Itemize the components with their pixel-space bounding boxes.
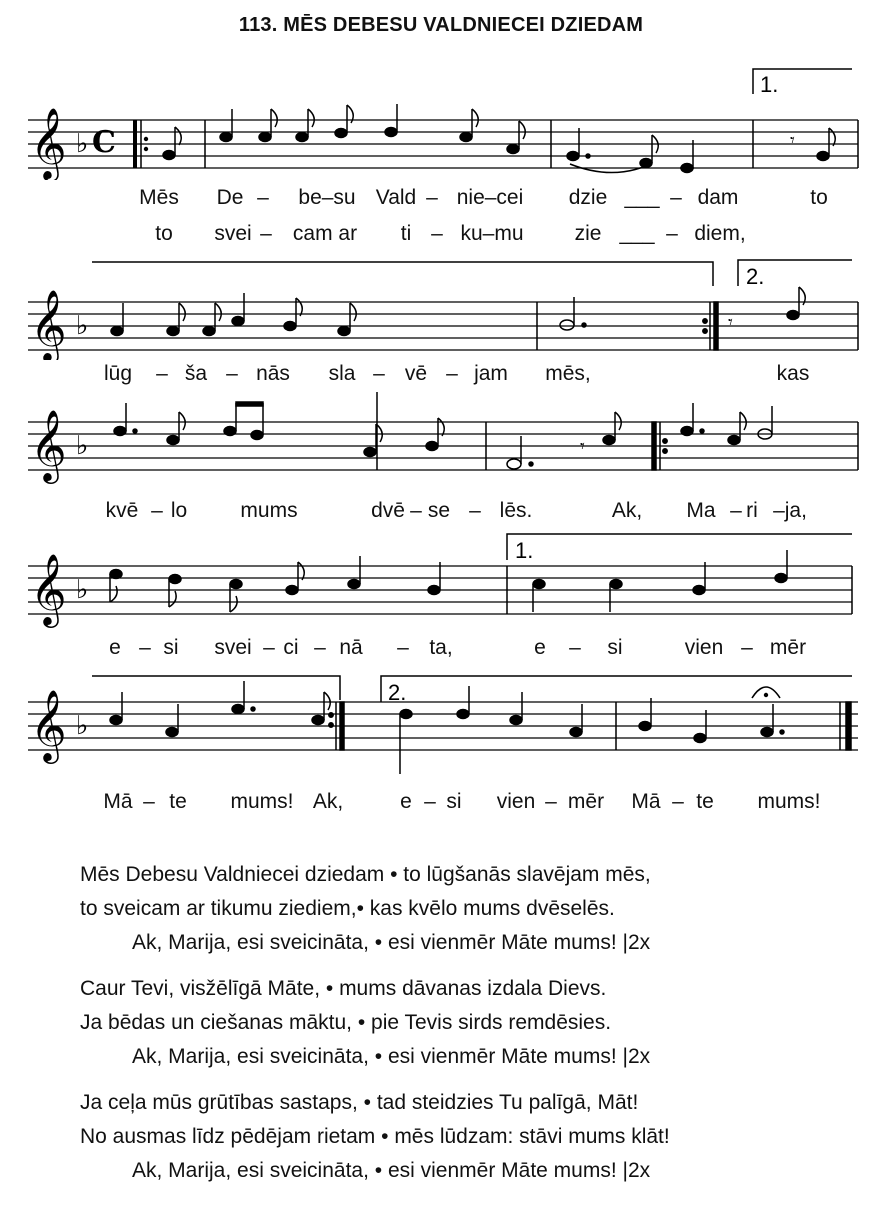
lyric-syllable: dzie	[568, 186, 608, 209]
lyric-syllable: De	[216, 186, 244, 209]
lyric-syllable: Ak,	[312, 790, 344, 813]
lyric-syllable: vē	[404, 362, 428, 385]
treble-clef-icon: 𝄞	[30, 106, 67, 179]
lyric-syllable: svei	[214, 222, 252, 245]
staff-system-4	[0, 530, 882, 640]
flat-icon: ♭	[76, 129, 89, 159]
lyric-syllable: ci	[283, 636, 299, 659]
lyric-syllable: nās	[256, 362, 290, 385]
lyric-hyphen: –	[424, 790, 436, 813]
lyric-hyphen: –	[431, 222, 443, 245]
verse-line: No ausmas līdz pēdējam rietam • mēs lūdzam: stāvi mums klāt!	[80, 1125, 670, 1148]
lyric-syllable: se	[427, 499, 451, 522]
lyric-syllable: ta,	[429, 636, 453, 659]
verse-line: Caur Tevi, visžēlīgā Māte, • mums dāvanas izdala Dievs.	[80, 977, 607, 1000]
lyric-hyphen: –	[672, 790, 684, 813]
lyric-hyphen: –	[263, 636, 275, 659]
lyric-syllable: Ma	[686, 499, 716, 522]
lyric-syllable: kvē	[105, 499, 139, 522]
lyric-syllable: ša	[184, 362, 208, 385]
lyric-syllable: –ja,	[773, 499, 807, 522]
lyric-syllable: te	[169, 790, 187, 813]
lyric-syllable: dvē	[371, 499, 405, 522]
stanza-3	[80, 1086, 840, 1188]
staff-2-graphic	[0, 250, 882, 360]
lyric-syllable: be–su	[298, 186, 356, 209]
volta-2-label: 2.	[388, 680, 407, 705]
verse-line: Ja bēdas un ciešanas māktu, • pie Tevis sirds remdēsies.	[80, 1011, 612, 1034]
lyric-hyphen: –	[257, 186, 269, 209]
flat-icon: ♭	[76, 431, 89, 461]
staff-system-2	[0, 250, 882, 360]
lyric-syllable: ku–mu	[460, 222, 524, 245]
lyric-syllable: Vald	[375, 186, 417, 209]
lyric-hyphen: –	[314, 636, 326, 659]
refrain-line: Ak, Marija, esi sveicināta, • esi vienmēr Māte mums! |2x	[132, 1045, 651, 1068]
lyric-hyphen: –	[666, 222, 678, 245]
lyric-syllable: mums!	[230, 790, 294, 813]
eighth-rest-icon: 𝄾	[580, 436, 585, 456]
lyric-syllable: jam	[474, 362, 508, 385]
stanza-1	[80, 858, 840, 960]
lyric-hyphen: –	[373, 362, 385, 385]
lyric-syllable: cam ar	[292, 222, 358, 245]
lyric-syllable: si	[607, 636, 623, 659]
lyric-hyphen: –	[260, 222, 272, 245]
lyric-syllable: mums!	[757, 790, 821, 813]
treble-clef-icon: 𝄞	[30, 288, 67, 360]
lyric-syllable: Mēs	[139, 186, 179, 209]
lyric-syllable: lēs.	[499, 499, 533, 522]
lyric-syllable: kas	[776, 362, 810, 385]
lyrics-system-2	[0, 362, 882, 392]
lyric-hyphen: –	[426, 186, 438, 209]
verse-line: Ja ceļa mūs grūtības sastaps, • tad steidzies Tu palīgā, Māt!	[80, 1091, 639, 1114]
lyric-hyphen: –	[469, 499, 481, 522]
lyric-hyphen: –	[156, 362, 168, 385]
lyric-hyphen: –	[670, 186, 682, 209]
lyric-syllable: lūg	[103, 362, 133, 385]
staff-5-graphic	[0, 666, 882, 786]
lyric-syllable: e	[400, 790, 412, 813]
lyric-hyphen: –	[446, 362, 458, 385]
lyrics-system-1-line-2	[0, 222, 882, 252]
staff-1-graphic	[0, 60, 882, 180]
refrain-line: Ak, Marija, esi sveicināta, • esi vienmēr Māte mums! |2x	[132, 1159, 651, 1182]
lyric-syllable: mums	[240, 499, 298, 522]
staff-3-graphic	[0, 392, 882, 492]
lyric-syllable: to	[810, 186, 828, 209]
song-title: 113. MĒS DEBESU VALDNIECEI DZIEDAM	[238, 14, 644, 36]
lyric-syllable: Ak,	[611, 499, 643, 522]
lyric-syllable: si	[446, 790, 462, 813]
lyric-hyphen: –	[569, 636, 581, 659]
lyric-syllable: e	[534, 636, 546, 659]
eighth-rest-icon: 𝄾	[790, 130, 795, 150]
lyric-syllable: nā	[339, 636, 363, 659]
time-signature: C	[92, 125, 116, 160]
lyric-syllable: sla	[328, 362, 356, 385]
lyric-syllable: te	[696, 790, 714, 813]
lyric-syllable: e	[109, 636, 121, 659]
staff-system-3	[0, 392, 882, 492]
lyric-extender: ___	[619, 222, 655, 245]
flat-icon: ♭	[76, 711, 89, 741]
staff-4-graphic	[0, 530, 882, 640]
lyric-hyphen: –	[545, 790, 557, 813]
lyric-syllable: diem,	[694, 222, 746, 245]
staff-system-5	[0, 666, 882, 786]
lyric-syllable: vien	[684, 636, 724, 659]
lyric-hyphen: –	[139, 636, 151, 659]
lyric-hyphen: –	[410, 499, 422, 522]
lyric-syllable: svei	[214, 636, 252, 659]
lyric-hyphen: –	[741, 636, 753, 659]
lyric-syllable: mēr	[769, 636, 807, 659]
stanza-2	[80, 972, 840, 1074]
treble-clef-icon: 𝄞	[30, 688, 67, 761]
lyric-syllable: mēs,	[545, 362, 591, 385]
eighth-rest-icon: 𝄾	[728, 312, 733, 332]
lyric-hyphen: –	[730, 499, 742, 522]
lyric-syllable: vien	[496, 790, 536, 813]
verse-line: to sveicam ar tikumu ziediem,• kas kvēlo mums dvēselēs.	[80, 897, 615, 920]
lyric-extender: ___	[624, 186, 660, 209]
lyric-syllable: mēr	[567, 790, 605, 813]
lyric-hyphen: –	[226, 362, 238, 385]
lyric-hyphen: –	[397, 636, 409, 659]
lyric-syllable: Mā	[103, 790, 133, 813]
verse-line: Mēs Debesu Valdniecei dziedam • to lūgšanās slavējam mēs,	[80, 863, 651, 886]
lyric-syllable: ri	[746, 499, 758, 522]
volta-1-label: 1.	[760, 72, 779, 97]
treble-clef-icon: 𝄞	[30, 552, 67, 625]
lyric-hyphen: –	[143, 790, 155, 813]
lyric-hyphen: –	[151, 499, 163, 522]
volta-1-label: 1.	[515, 538, 534, 563]
flat-icon: ♭	[76, 575, 89, 605]
lyric-syllable: lo	[170, 499, 188, 522]
flat-icon: ♭	[76, 311, 89, 341]
lyric-syllable: Mā	[631, 790, 661, 813]
staff-system-1	[0, 60, 882, 180]
lyrics-system-4	[0, 636, 882, 666]
lyric-syllable: si	[163, 636, 179, 659]
lyric-syllable: to	[155, 222, 173, 245]
volta-2-label: 2.	[746, 264, 765, 289]
lyrics-system-3	[0, 499, 882, 529]
lyrics-system-1-line-1	[0, 186, 882, 216]
refrain-line: Ak, Marija, esi sveicināta, • esi vienmēr Māte mums! |2x	[132, 931, 651, 954]
lyric-syllable: ti	[400, 222, 412, 245]
treble-clef-icon: 𝄞	[30, 408, 67, 481]
lyric-syllable: dam	[697, 186, 739, 209]
verses-text	[80, 858, 840, 1200]
lyric-syllable: nie–cei	[456, 186, 524, 209]
lyric-syllable: zie	[574, 222, 602, 245]
lyrics-system-5	[0, 790, 882, 820]
